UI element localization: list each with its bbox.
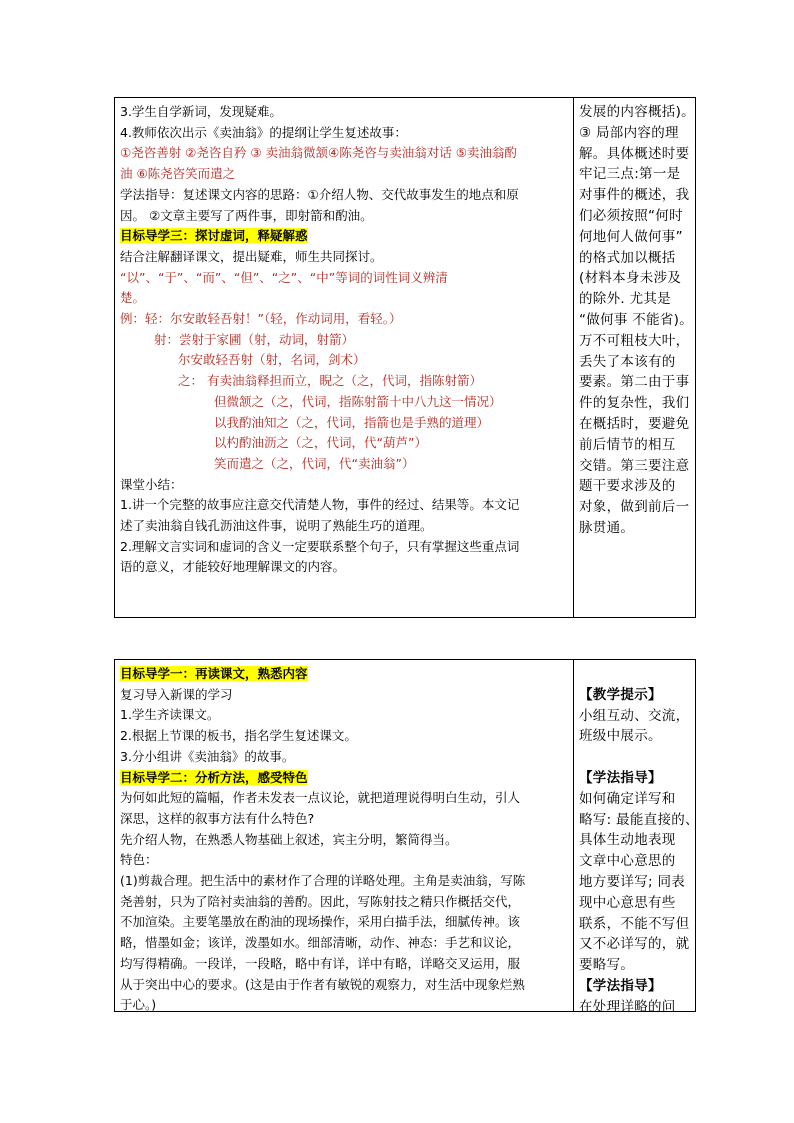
tip-text: 牢记三点:第一是 xyxy=(579,166,681,183)
line-text: 2.根据上节课的板书，指名学生复述课文。 xyxy=(120,728,357,744)
line-text: ①尧咨善射 ②尧咨自矜 ③ 卖油翁微颔④陈尧咨与卖油翁对话 ⑤卖油翁酌 xyxy=(120,145,517,161)
line-text: 1.学生齐读课文。 xyxy=(120,707,220,723)
line-text: 例：轻：尔安敢轻吾射！”（轻，作动词用，看轻。） xyxy=(120,311,402,327)
tip-text: 解。具体概述时要 xyxy=(579,145,690,162)
text-line xyxy=(120,995,569,1016)
text-line xyxy=(120,726,569,747)
text-line xyxy=(120,788,569,809)
line-text: 因。 ②文章主要写了两件事，即射箭和酌油。 xyxy=(120,207,373,223)
tip-text: 题干要求涉及的 xyxy=(579,478,676,495)
tip-heading: 【学法指导】 xyxy=(579,977,662,994)
line-text: 1.讲一个完整的故事应注意交代清楚人物，事件的经过、结果等。本文记 xyxy=(120,497,520,513)
line-text: 2.理解文言实词和虚词的含义一定要联系整个句子，只有掌握这些重点词 xyxy=(120,538,520,554)
tip-text: 在概括时，要避免 xyxy=(579,415,690,432)
tip-text: 要略写。 xyxy=(579,957,635,974)
text-line xyxy=(120,537,569,558)
line-text: 楚。 xyxy=(120,290,146,306)
text-line xyxy=(120,268,569,289)
tip-text: 丢失了本该有的 xyxy=(579,353,676,370)
tip-text: 略写: 最能直接的、 xyxy=(579,811,699,828)
tip-text: 件的复杂性，我们 xyxy=(579,395,690,412)
tip-heading: 【教学提示】 xyxy=(579,686,662,703)
line-text: 3.分小组讲《卖油翁》的故事。 xyxy=(120,748,295,764)
tip-text: 联系，不能不写但 xyxy=(579,915,690,932)
section-heading: 目标导学一：再读课文，熟悉内容 xyxy=(120,666,308,681)
text-line xyxy=(120,392,569,413)
text-line xyxy=(120,143,569,164)
text-line xyxy=(120,892,569,913)
tip-text: 现中心意思有些 xyxy=(579,894,676,911)
line-text: 不加渲染。主要笔墨放在酌油的现场操作，采用白描手法，细腻传神。该 xyxy=(120,914,521,930)
line-text: 以杓酌油沥之（之，代词，代“葫芦”） xyxy=(214,435,427,451)
tip-text: 们必须按照“何时 xyxy=(579,207,683,224)
line-text: 从于突出中心的要求。(这是由于作者有敏锐的观察力，对生活中现象烂熟 xyxy=(120,976,525,992)
line-text: 于心。) xyxy=(120,997,157,1013)
line-text: 略，惜墨如金；该详，泼墨如水。细部清晰，动作、神态：手艺和议论， xyxy=(120,935,521,951)
text-line xyxy=(120,954,569,975)
tip-text: ③ 局部内容的理 xyxy=(579,124,679,141)
text-line xyxy=(120,830,569,851)
text-line xyxy=(120,413,569,434)
table2-right-cell xyxy=(574,660,699,1015)
text-line xyxy=(120,664,569,685)
text-line xyxy=(120,705,569,726)
tip-text: 对象，做到前后一 xyxy=(579,499,690,516)
text-line xyxy=(120,309,569,330)
tip-text: 何地何人做何事” xyxy=(579,228,683,245)
text-line xyxy=(120,516,569,537)
tip-text: 地方要详写; 同表 xyxy=(579,873,686,890)
text-line xyxy=(120,123,569,144)
line-text: 以我酌油知之（之，代词，指箭也是手熟的道理） xyxy=(214,414,490,430)
line-text: 语的意义，才能较好地理解课文的内容。 xyxy=(120,559,346,575)
tip-text: 如何确定详写和 xyxy=(579,790,676,807)
line-text: 笑而遣之（之，代词，代“卖油翁”） xyxy=(214,455,415,471)
tip-text: 脉贯通。 xyxy=(579,519,635,536)
line-text: 均写得精确。一段详，一段略，略中有详，详中有略，详略交叉运用，服 xyxy=(120,955,521,971)
line-text: 深思，这样的叙事方法有什么特色? xyxy=(120,810,315,826)
text-line xyxy=(120,185,569,206)
text-line xyxy=(120,912,569,933)
line-text: 复习导入新课的学习 xyxy=(120,686,233,702)
section-heading: 目标导学二：分析方法，感受特色 xyxy=(120,769,308,785)
text-line xyxy=(120,350,569,371)
text-line xyxy=(120,247,569,268)
tip-heading: 【学法指导】 xyxy=(579,769,662,786)
text-line xyxy=(120,288,569,309)
tip-text: (材料本身未涉及 xyxy=(579,270,682,287)
tip-text: 在处理详略的问 xyxy=(579,998,676,1015)
line-text: 尧善射，只为了陪衬卖油翁的善酌。因此，写陈射技之精只作概括交代， xyxy=(120,893,521,909)
text-line xyxy=(120,557,569,578)
tip-text: 要素。第二由于事 xyxy=(579,374,690,391)
text-line xyxy=(120,433,569,454)
tip-text: 的除外. 尤其是 xyxy=(579,291,671,308)
table1-right-cell xyxy=(574,98,695,617)
line-text: 结合注解翻译课文，提出疑难，师生共同探讨。 xyxy=(120,248,383,264)
text-line xyxy=(120,102,569,123)
text-line xyxy=(120,206,569,227)
text-line xyxy=(120,871,569,892)
text-line xyxy=(120,371,569,392)
line-text: “以”、“于”、“而”、“但”、“之”、“中”等词的词性词义辨清 xyxy=(120,269,448,285)
line-text: 4.教师依次出示《卖油翁》的提纲让学生复述故事： xyxy=(120,124,407,140)
tip-text: 具体生动地表现 xyxy=(579,832,676,849)
blank-line xyxy=(579,664,692,685)
tip-text: 班级中展示。 xyxy=(579,728,662,745)
tip-text: 小组互动、交流， xyxy=(579,707,690,724)
line-text: 述了卖油翁自钱孔沥油这件事，说明了熟能生巧的道理。 xyxy=(120,518,433,534)
line-text: 学法指导：复述课文内容的思路：①介绍人物、交代故事发生的地点和原 xyxy=(120,186,519,202)
section-heading: 目标导学三：探讨虚词，释疑解惑 xyxy=(120,228,308,244)
text-line xyxy=(120,685,569,706)
line-text: 为何如此短的篇幅，作者未发表一点议论，就把道理说得明白生动，引人 xyxy=(120,790,521,806)
tip-text: 交错。第三要注意 xyxy=(579,457,690,474)
line-text: 课堂小结： xyxy=(120,476,183,492)
tip-text: 发展的内容概括)。 xyxy=(579,104,695,120)
line-text: 射：尝射于家圃（射，动词，射箭） xyxy=(154,331,355,347)
line-text: 之： 有卖油翁释担而立，睨之（之，代词，指陈射箭） xyxy=(178,373,482,389)
blank-line xyxy=(579,747,692,768)
text-line xyxy=(120,975,569,996)
table1-left-cell xyxy=(115,98,574,617)
tip-text: 前后情节的相互 xyxy=(579,436,676,453)
text-line xyxy=(120,747,569,768)
tip-text: “做何事 不能省)。 xyxy=(579,311,694,328)
table2-left-cell xyxy=(115,660,574,1011)
line-text: (1)剪裁合理。把生活中的素材作了合理的详略处理。主角是卖油翁，写陈 xyxy=(120,873,526,889)
tip-text: 的格式加以概括 xyxy=(579,249,676,266)
tip-text: 文章中心意思的 xyxy=(579,853,676,870)
text-line xyxy=(120,933,569,954)
line-text: 先介绍人物，在熟悉人物基础上叙述，宾主分明，繁简得当。 xyxy=(120,831,458,847)
line-text: 尔安敢轻吾射（射，名词，剑术） xyxy=(178,352,366,368)
line-text: 但微颔之（之，代词，指陈射箭十中八九这一情况） xyxy=(214,393,502,409)
line-text: 特色： xyxy=(120,852,158,868)
text-line xyxy=(120,768,569,789)
text-line xyxy=(120,809,569,830)
text-line xyxy=(120,495,569,516)
tip-text: 又不必详写的，就 xyxy=(579,936,690,953)
text-line xyxy=(120,164,569,185)
text-line xyxy=(120,475,569,496)
line-text: 3.学生自学新词，发现疑难。 xyxy=(120,104,282,119)
text-line xyxy=(120,454,569,475)
text-line xyxy=(120,850,569,871)
lesson-table-2 xyxy=(114,659,699,1015)
lesson-table-1 xyxy=(114,97,696,618)
tip-text: 对事件的概述，我 xyxy=(579,187,690,204)
text-line xyxy=(120,226,569,247)
tip-text: 万不可粗枝大叶， xyxy=(579,332,690,349)
text-line xyxy=(120,330,569,351)
line-text: 油 ⑥陈尧咨笑而遣之 xyxy=(120,166,236,182)
